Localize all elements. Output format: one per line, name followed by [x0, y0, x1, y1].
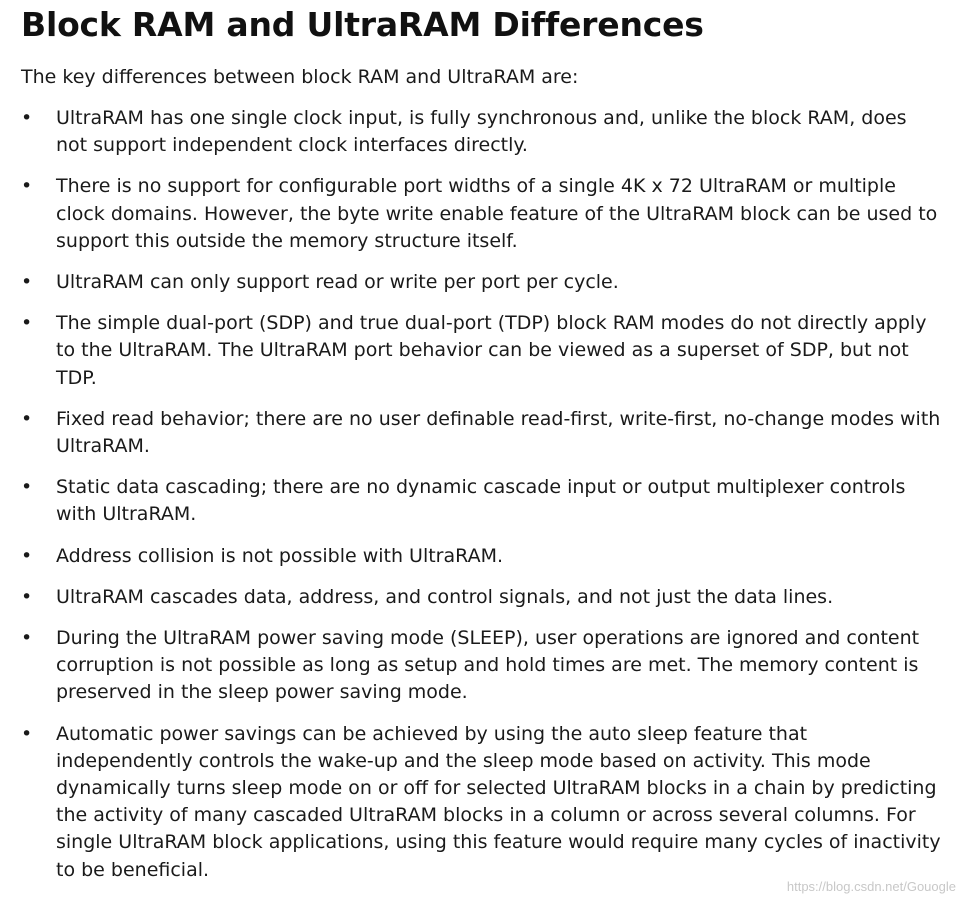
list-item [21, 584, 941, 611]
list-item [21, 269, 941, 296]
list-item [21, 310, 941, 392]
bullet-icon: • [21, 271, 33, 294]
list-item-text: Automatic power savings can be achieved by using the auto sleep feature that independently controls the wake-up and the sleep mode based on activity. This mode dynamically turns sleep mode on or off for selected UltraRAM blocks in a chain by predicting the activity of many cascaded UltraRAM blocks in a column or across several columns. For single UltraRAM block applications, using this feature would require many cycles of inactivity to be beneficial. [56, 722, 941, 881]
intro-text: The key differences between block RAM and UltraRAM are: [21, 66, 579, 88]
list-item-text: Address collision is not possible with UltraRAM. [56, 544, 504, 567]
bullet-icon: • [21, 175, 33, 198]
differences-list [21, 105, 941, 884]
list-item-text: Fixed read behavior; there are no user definable read-first, write-first, no-change modes with UltraRAM. [56, 407, 941, 458]
list-item [21, 625, 941, 707]
document-page [21, 0, 941, 898]
bullet-icon: • [21, 722, 33, 745]
list-item-text: During the UltraRAM power saving mode (SLEEP), user operations are ignored and content corruption is not possible as long as setup and hold times are met. The memory content is preserved in the sleep power saving mode. [56, 627, 920, 704]
bullet-icon: • [21, 544, 33, 567]
list-item-text: UltraRAM cascades data, address, and control signals, and not just the data lines. [56, 585, 834, 608]
list-item [21, 406, 941, 460]
list-item-text: There is no support for configurable port widths of a single 4K x 72 UltraRAM or multiple clock domains. However, the byte write enable feature of the UltraRAM block can be used to support this outside the memory structure itself. [56, 175, 938, 252]
list-item [21, 543, 941, 570]
list-item-text: The simple dual-port (SDP) and true dual-port (TDP) block RAM modes do not directly apply to the UltraRAM. The UltraRAM port behavior can be viewed as a superset of SDP, but not TDP. [56, 312, 927, 389]
bullet-icon: • [21, 585, 33, 608]
bullet-icon: • [21, 107, 33, 129]
list-item [21, 474, 941, 528]
list-item [21, 173, 941, 255]
bullet-icon: • [21, 312, 33, 335]
bullet-icon: • [21, 407, 33, 430]
bullet-icon: • [21, 627, 33, 650]
list-item-text: UltraRAM can only support read or write per port per cycle. [56, 271, 619, 294]
watermark: https://blog.csdn.net/Gouogle [786, 879, 956, 894]
list-item-text: UltraRAM has one single clock input, is fully synchronous and, unlike the block RAM, does not support independent clock interfaces directly. [56, 107, 907, 157]
list-item-text: Static data cascading; there are no dynamic cascade input or output multiplexer controls with UltraRAM. [56, 476, 906, 526]
bullet-icon: • [21, 476, 33, 499]
list-item [21, 105, 941, 159]
page-title: Block RAM and UltraRAM Differences [21, 5, 704, 44]
list-item [21, 721, 941, 884]
